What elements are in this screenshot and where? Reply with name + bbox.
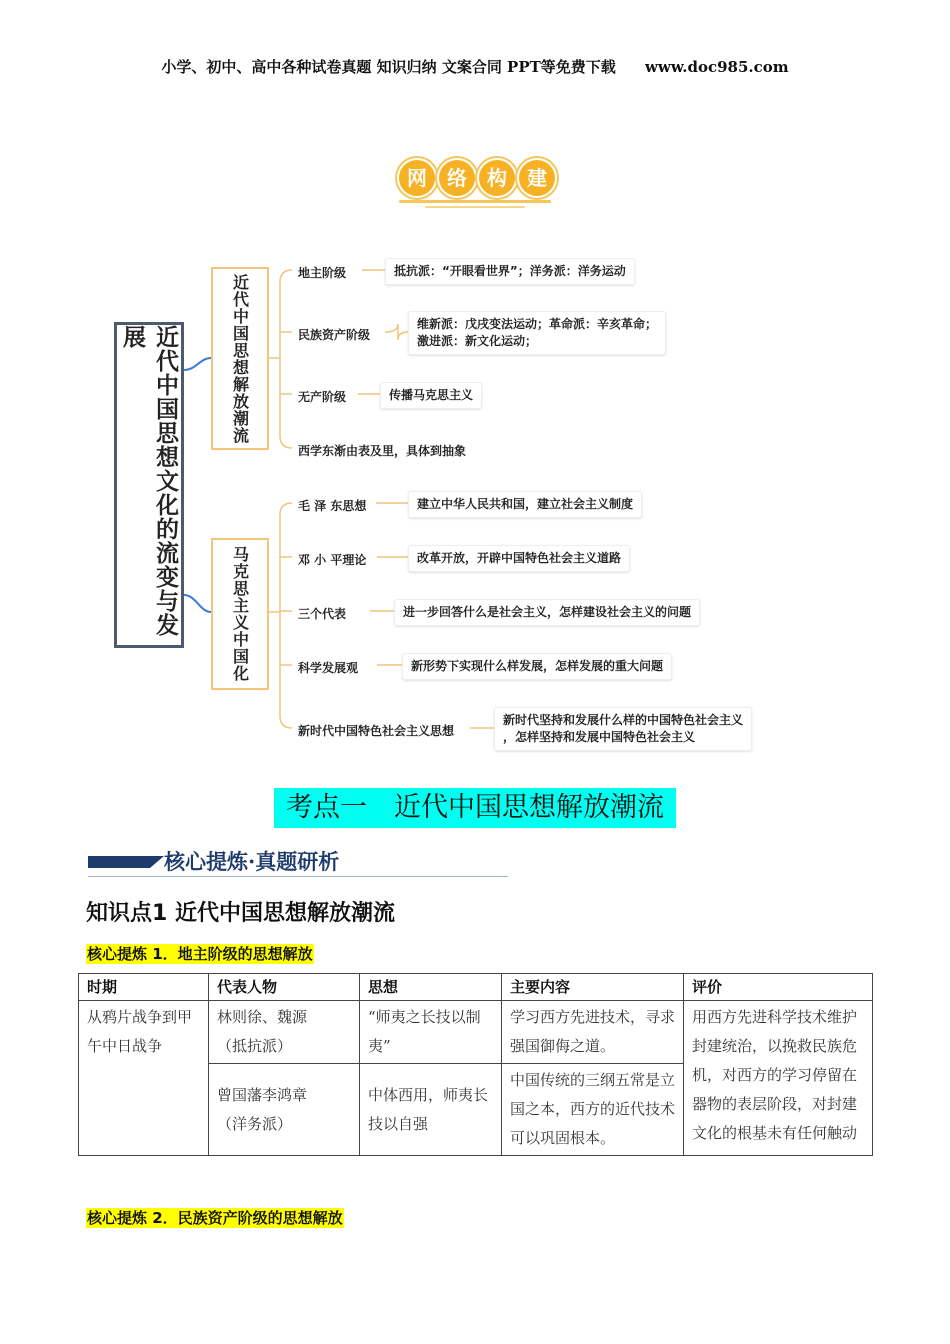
core-banner [88,846,508,880]
node-national-bourgeoisie: 民族资产阶级 [292,323,376,346]
node-landlord-class: 地主阶级 [292,261,352,284]
leaf-mao-thought: 建立中华人民共和国，建立社会主义制度 [408,491,642,518]
cell-period: 从鸦片战争到甲午中日战争 [79,1001,209,1156]
node-western-learning: 西学东渐由表及里，具体到抽象 [292,439,472,462]
badge-char-4: 建 [517,158,557,198]
branch1-bracket [269,270,292,448]
person-1-faction: （抵抗派） [217,1037,293,1055]
header-content: 主要内容 [502,974,684,1001]
badge-char-3: 构 [477,158,517,198]
node-deng-theory: 邓 小 平理论 [292,548,372,571]
badge-char-2: 络 [437,158,477,198]
branch2-bracket [269,503,292,728]
leaf-deng-theory: 改革开放，开辟中国特色社会主义道路 [408,545,630,572]
person-2-faction: （洋务派） [217,1114,293,1133]
mindmap-root [114,322,184,648]
landlord-thought-table [78,973,873,1156]
branch2-label: 马克思主义中国化 [230,546,250,682]
header-thought: 思想 [360,974,502,1001]
table-row [79,1001,873,1064]
badge-char-1: 网 [397,158,437,198]
header-text: 小学、初中、高中各种试卷真题 知识归纳 文案合同 PPT等免费下载 [161,58,616,76]
leaf-new-era-line1: 新时代坚持和发展什么样的中国特色社会主义 [503,713,744,727]
leaf-proletariat: 传播马克思主义 [380,382,482,409]
cell-thought-2: 中体西用，师夷长技以自强 [360,1064,502,1156]
header-person: 代表人物 [209,974,360,1001]
leaf-landlord-class: 抵抗派：“开眼看世界”；洋务派：洋务运动 [385,258,635,285]
cell-content-1: 学习西方先进技术，寻求强国御侮之道。 [502,1001,684,1064]
mindmap-branch-sinicization [211,538,269,690]
branch1-label: 近代中国思想解放潮流 [230,273,250,444]
node-new-era-thought: 新时代中国特色社会主义思想 [292,719,460,742]
cell-content-2: 中国传统的三纲五常是立国之本，西方的近代技术可以巩固根本。 [502,1064,684,1156]
section-title: 考点一 近代中国思想解放潮流 [274,788,676,828]
header-evaluation: 评价 [684,974,873,1001]
connector-root-branch2 [184,595,211,612]
person-1-name: 林则徐、魏源 [217,1008,308,1026]
cell-person-2 [209,1064,360,1156]
core-subtitle-1: 核心提炼 1．地主阶级的思想解放 [87,945,313,963]
person-2-name: 曾国藩李鸿章 [217,1085,308,1104]
leaf-national-bourgeoisie-line1: 维新派：戊戌变法运动；革命派：辛亥革命； [417,317,658,331]
leaf-new-era-thought [494,707,752,751]
leaf-new-era-line2: ，怎样坚持和发展中国特色社会主义 [503,730,696,744]
cell-person-1 [209,1001,360,1064]
header-period: 时期 [79,974,209,1001]
node-proletariat: 无产阶级 [292,385,352,408]
mindmap-branch-thought-liberation [211,267,269,450]
banner-triangle [150,856,164,868]
mindmap-root-label: 近代中国思想文化的流变与发展 [119,325,178,637]
banner-bar [88,856,150,868]
node-three-represents: 三个代表 [292,602,352,625]
banner-underline [88,876,508,877]
node-mao-thought: 毛 泽 东思想 [292,494,372,517]
connector-root-branch1 [184,358,211,370]
leaf-national-bourgeoisie-line2: 激进派：新文化运动； [417,334,538,348]
knowledge-point-title: 知识点1 近代中国思想解放潮流 [86,901,395,926]
banner-text: 核心提炼·真题研析 [164,849,340,874]
leaf-three-represents: 进一步回答什么是社会主义，怎样建设社会主义的问题 [394,599,700,626]
cell-evaluation: 用西方先进科学技术维护封建统治，以挽救民族危机，对西方的学习停留在器物的表层阶段，对封建文化的根基未有任何触动 [684,1001,873,1156]
table-header-row [79,974,873,1001]
leaf-national-bourgeoisie [408,311,666,355]
leaf-scientific-development: 新形势下实现什么样发展，怎样发展的重大问题 [402,653,672,680]
cell-thought-1: “师夷之长技以制夷” [360,1001,502,1064]
core-subtitle-2: 核心提炼 2．民族资产阶级的思想解放 [87,1209,343,1227]
node-scientific-development: 科学发展观 [292,656,364,679]
header-url[interactable]: www.doc985.com [645,58,789,76]
